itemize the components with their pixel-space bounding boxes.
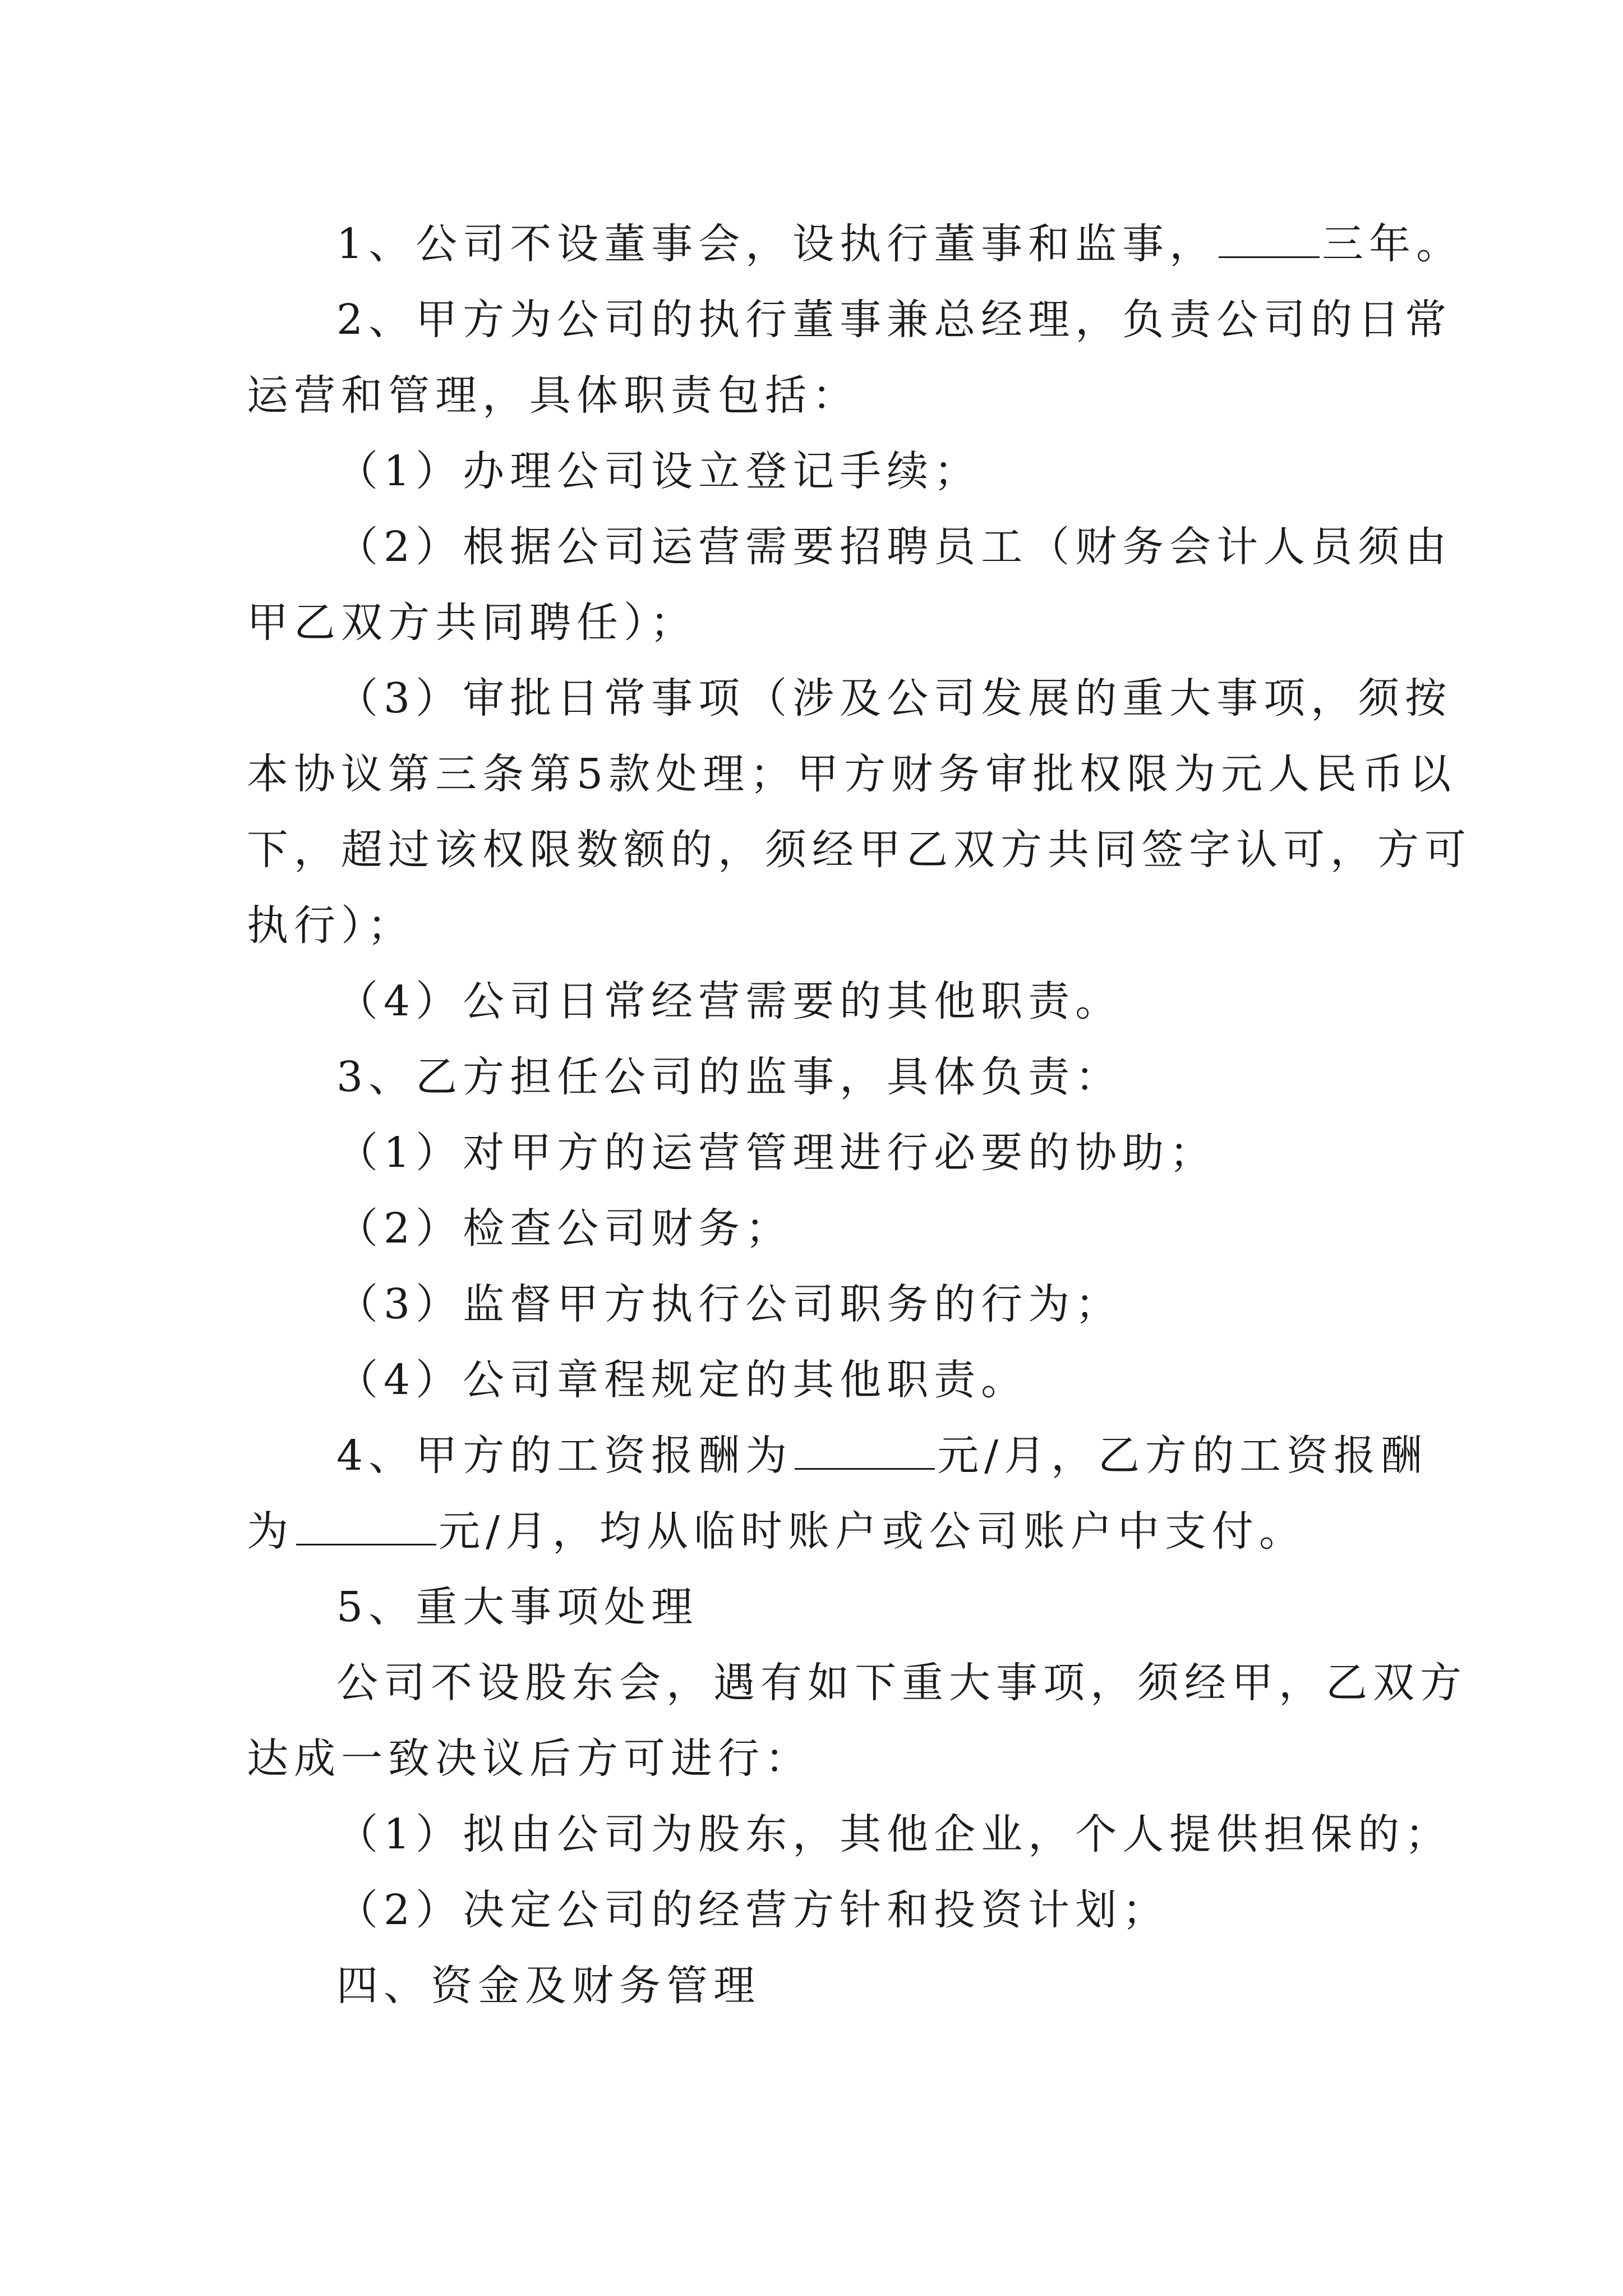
- paragraph-line-7: （3）审批日常事项（涉及公司发展的重大事项，须按: [336, 674, 1453, 723]
- paragraph-line-10: 执行）；: [247, 901, 414, 950]
- paragraph-line-1: [336, 216, 1463, 272]
- fill-in-blank: [1219, 219, 1320, 258]
- paragraph-line-6: 甲乙双方共同聘任）；: [247, 599, 697, 647]
- paragraph-line-12: 3、乙方担任公司的监事，具体负责：: [336, 1053, 1123, 1101]
- paragraph-line-21: 达成一致决议后方可进行：: [247, 1734, 812, 1783]
- paragraph-line-13: （1）对甲方的运营管理进行必要的协助；: [336, 1129, 1217, 1177]
- section-heading: 四、资金及财务管理: [336, 1962, 760, 2010]
- paragraph-line-20: 公司不设股东会，遇有如下重大事项，须经甲，乙双方: [336, 1659, 1467, 1707]
- line-text: 4、甲方的工资报酬为: [336, 1432, 793, 1480]
- fill-in-blank: [296, 1507, 436, 1545]
- paragraph-line-3: 运营和管理，具体职责包括：: [247, 371, 859, 420]
- line-text: 元/月，均从临时账户或公司账户中支付。: [439, 1507, 1306, 1556]
- paragraph-line-18: [247, 1503, 1306, 1559]
- paragraph-line-2: 2、甲方为公司的执行董事兼总经理，负责公司的日常: [336, 296, 1453, 344]
- paragraph-line-5: （2）根据公司运营需要招聘员工（财务会计人员须由: [336, 523, 1453, 571]
- paragraph-line-9: 下，超过该权限数额的，须经甲乙双方共同签字认可，方可: [247, 826, 1472, 874]
- fill-in-blank: [795, 1431, 935, 1470]
- paragraph-line-19: 5、重大事项处理: [336, 1583, 699, 1631]
- paragraph-line-14: （2）检查公司财务；: [336, 1204, 793, 1253]
- line-text: 元/月，乙方的工资报酬: [937, 1432, 1428, 1480]
- paragraph-line-17: [336, 1428, 1428, 1484]
- paragraph-line-16: （4）公司章程规定的其他职责。: [336, 1356, 1029, 1404]
- paragraph-line-4: （1）办理公司设立登记手续；: [336, 447, 981, 495]
- line-text: 为: [247, 1507, 294, 1556]
- line-text: 1、公司不设董事会，设执行董事和监事，: [336, 220, 1217, 268]
- paragraph-line-11: （4）公司日常经营需要的其他职责。: [336, 977, 1123, 1025]
- line-text: 三年。: [1322, 220, 1464, 268]
- paragraph-line-8: 本协议第三条第5款处理；甲方财务审批权限为元人民币以: [247, 750, 1457, 798]
- paragraph-line-15: （3）监督甲方执行公司职务的行为；: [336, 1280, 1123, 1328]
- paragraph-line-22: （1）拟由公司为股东，其他企业，个人提供担保的；: [336, 1810, 1453, 1858]
- paragraph-line-23: （2）决定公司的经营方针和投资计划；: [336, 1886, 1170, 1934]
